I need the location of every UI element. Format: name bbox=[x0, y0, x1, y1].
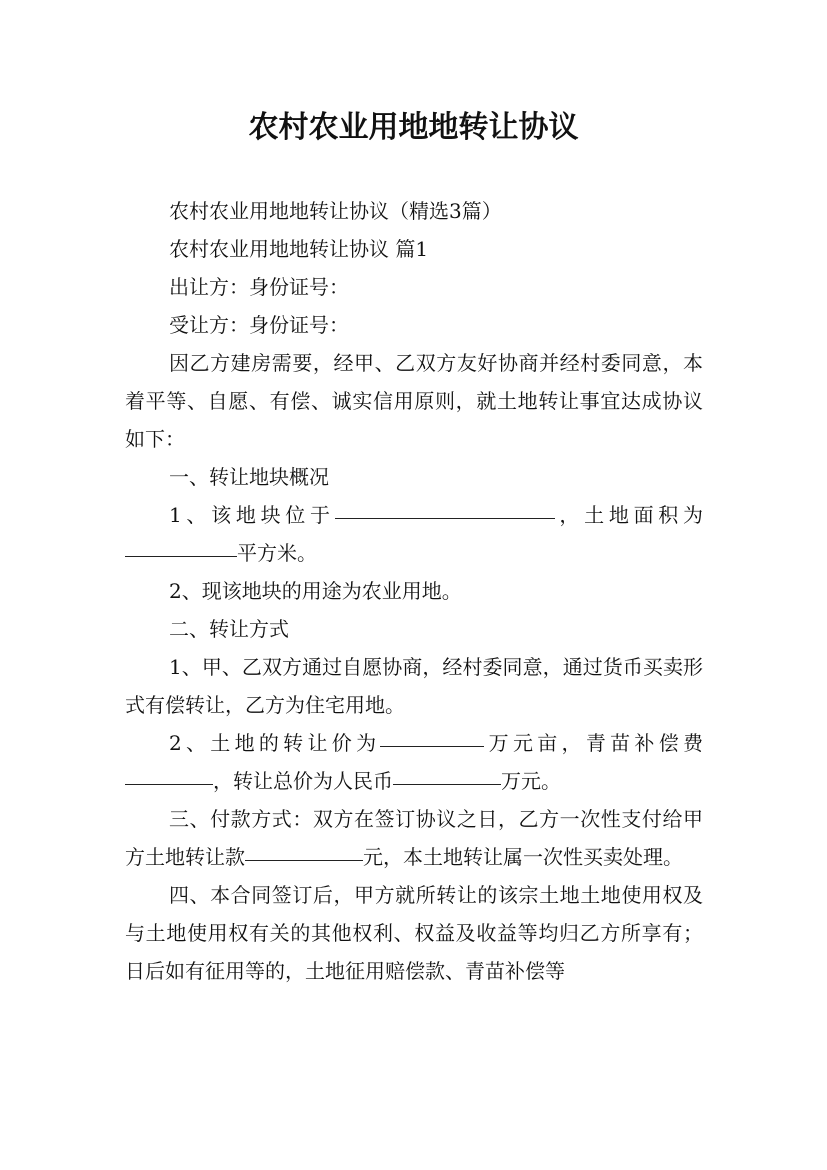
price-blank bbox=[380, 745, 484, 747]
section-3-lead: 三、付款方式：双方在签订协议之日，乙方一次性支付给甲方土地转让款 bbox=[125, 807, 703, 869]
clause-2-2-mid2: ，转让总价为人民币 bbox=[213, 769, 393, 793]
seller-line: 出让方：身份证号： bbox=[169, 275, 349, 299]
intro-paragraph: 因乙方建房需要，经甲、乙双方友好协商并经村委同意，本着平等、自愿、有偿、诚实信用原则，就土地转让事宜达成协议如下： bbox=[125, 351, 703, 451]
subsidy-blank bbox=[125, 783, 213, 785]
clause-2-2-end: 万元。 bbox=[501, 769, 561, 793]
total-price-blank bbox=[393, 783, 501, 785]
section-4: 四、本合同签订后，甲方就所转让的该宗土地土地使用权及与土地使用权有关的其他权利、权益及收益等均归乙方所享有；日后如有征用等的，土地征用赔偿款、青苗补偿等 bbox=[125, 883, 703, 983]
clause-2-2 bbox=[125, 724, 703, 800]
document-body bbox=[125, 192, 703, 990]
section-3-end: 元，本土地转让属一次性买卖处理。 bbox=[363, 845, 683, 869]
clause-1-1-lead: 1、该地块位于 bbox=[169, 503, 335, 527]
clause-1-1-mid: ，土地面积为 bbox=[554, 503, 703, 527]
section-heading-2: 二、转让方式 bbox=[169, 617, 289, 641]
part-heading: 农村农业用地地转让协议 篇1 bbox=[169, 237, 429, 261]
clause-2-2-mid: 万元亩，青苗补偿费 bbox=[484, 731, 703, 755]
clause-1-2: 2、现该地块的用途为农业用地。 bbox=[169, 579, 462, 603]
area-blank bbox=[125, 555, 237, 557]
clause-1-1-end: 平方米。 bbox=[237, 541, 317, 565]
location-blank bbox=[335, 517, 555, 519]
payment-blank bbox=[245, 859, 363, 861]
section-heading-1: 一、转让地块概况 bbox=[169, 465, 329, 489]
buyer-line: 受让方：身份证号： bbox=[169, 313, 349, 337]
clause-2-2-lead: 2、土地的转让价为 bbox=[169, 731, 381, 755]
document-title: 农村农业用地地转让协议 bbox=[248, 110, 579, 145]
clause-1-1 bbox=[125, 496, 703, 572]
clause-2-1: 1、甲、乙双方通过自愿协商，经村委同意，通过货币买卖形式有偿转让，乙方为住宅用地。 bbox=[125, 655, 703, 717]
subtitle-paragraph: 农村农业用地地转让协议（精选3篇） bbox=[169, 199, 502, 223]
section-3-payment bbox=[125, 800, 703, 876]
